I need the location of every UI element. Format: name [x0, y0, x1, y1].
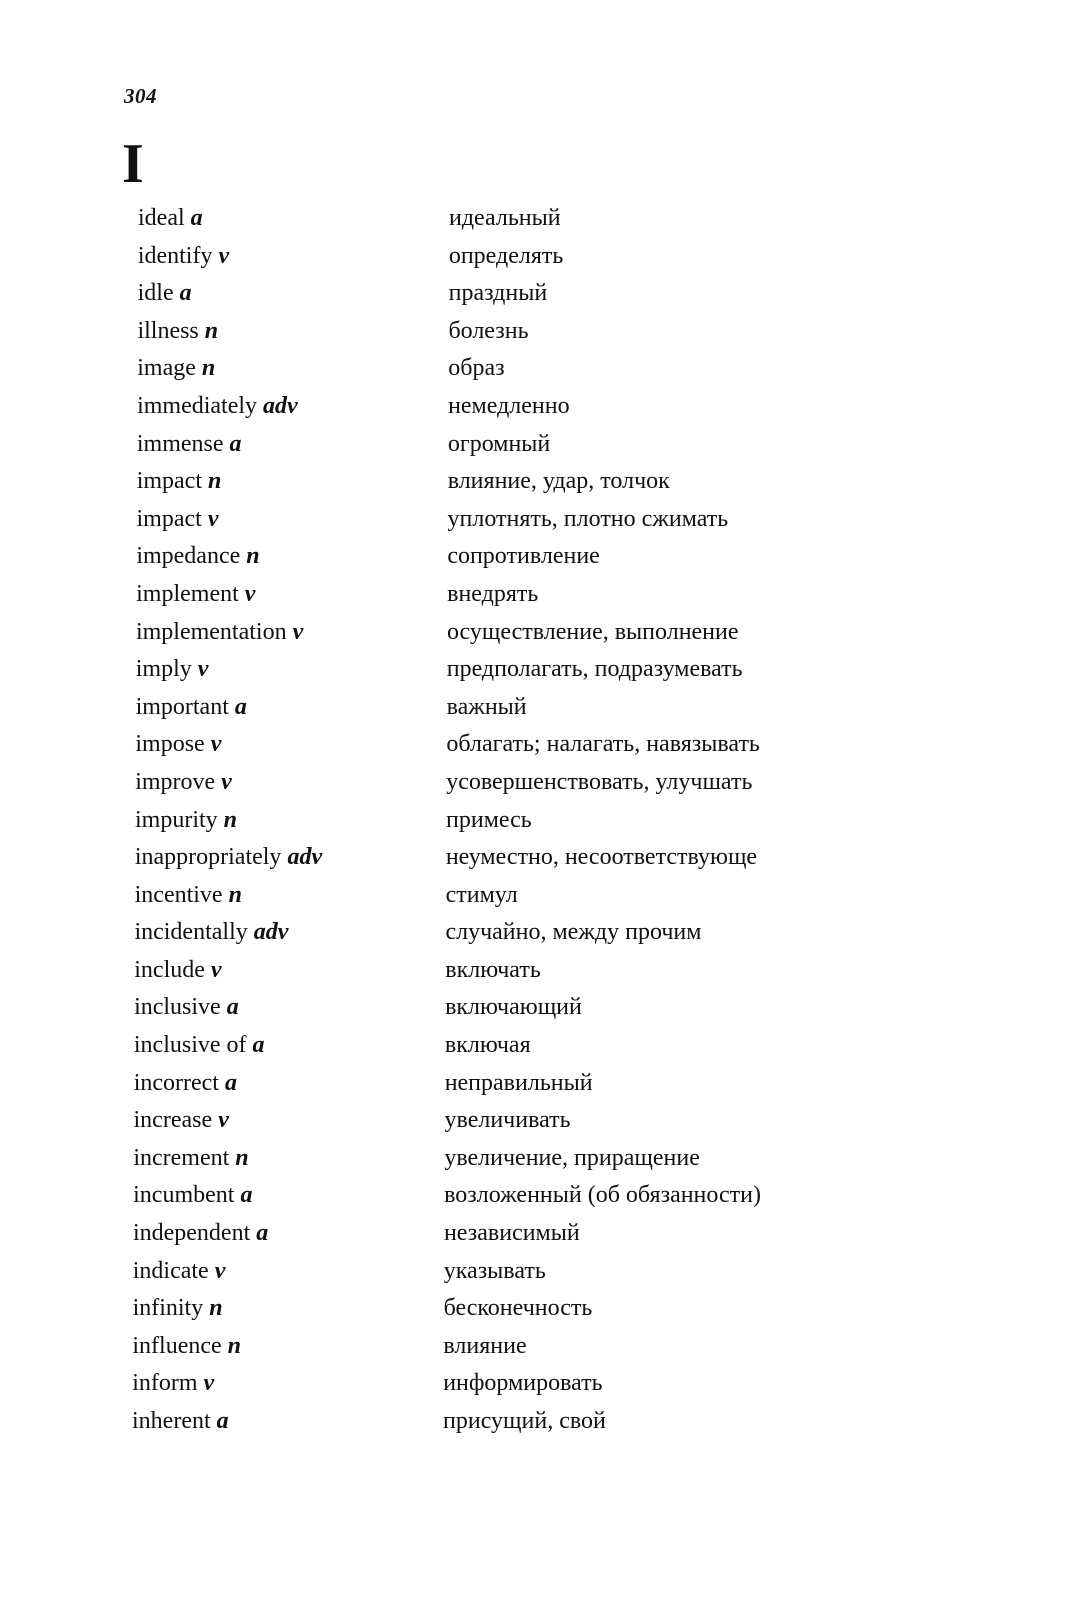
headword	[138, 275, 192, 313]
headword	[134, 1027, 265, 1065]
part-of-speech: a	[234, 693, 247, 720]
english-term: incentive	[134, 881, 223, 908]
glossary-entry	[0, 426, 1090, 464]
russian-translation: определять	[448, 242, 564, 269]
glossary-entry	[0, 764, 1090, 802]
english-term: impurity	[135, 806, 218, 833]
glossary-entry	[0, 952, 1090, 990]
english-term: influence	[132, 1332, 222, 1359]
glossary-entry	[0, 839, 1090, 877]
part-of-speech: v	[221, 768, 232, 795]
part-of-speech: a	[179, 280, 192, 307]
russian-translation: идеальный	[449, 205, 561, 231]
headword	[137, 388, 298, 426]
russian-translation: облагать; налагать, навязывать	[446, 731, 760, 758]
headword	[133, 1290, 223, 1328]
headword	[133, 1215, 268, 1253]
glossary-entry	[0, 576, 1090, 614]
headword	[134, 1065, 237, 1103]
glossary-entry	[0, 689, 1090, 727]
glossary-entry	[0, 1328, 1090, 1366]
glossary-entry	[0, 914, 1090, 952]
glossary-entry	[0, 238, 1090, 276]
headword	[134, 952, 221, 990]
russian-translation: усовершенствовать, улучшать	[446, 768, 753, 795]
russian-translation: болезнь	[448, 317, 529, 344]
part-of-speech: n	[209, 1295, 223, 1322]
glossary-entry	[0, 350, 1090, 388]
russian-translation: влияние	[443, 1332, 527, 1359]
english-term: increment	[133, 1144, 230, 1171]
russian-translation: стимул	[445, 881, 518, 908]
part-of-speech: n	[204, 317, 219, 344]
part-of-speech: v	[210, 956, 222, 983]
part-of-speech: v	[292, 618, 304, 645]
russian-translation: информировать	[443, 1370, 603, 1397]
russian-translation: важный	[446, 693, 527, 720]
headword	[136, 538, 259, 576]
headword	[137, 313, 218, 351]
english-term: illness	[137, 317, 199, 344]
glossary-entry	[0, 275, 1090, 313]
part-of-speech: a	[229, 430, 242, 457]
russian-translation: немедленно	[448, 392, 570, 419]
english-term: incumbent	[133, 1182, 235, 1209]
part-of-speech: v	[218, 1107, 229, 1134]
english-term: immense	[136, 430, 224, 457]
part-of-speech: adv	[287, 844, 323, 871]
glossary-entry	[0, 802, 1090, 840]
english-term: improve	[135, 768, 216, 795]
english-term: inform	[132, 1370, 198, 1397]
english-term: include	[134, 956, 205, 983]
part-of-speech: a	[224, 1069, 237, 1096]
english-term: impose	[135, 731, 205, 758]
part-of-speech: a	[226, 994, 239, 1021]
section-letter-heading: I	[122, 133, 144, 195]
english-term: independent	[132, 1220, 251, 1247]
glossary-entry	[0, 1290, 1090, 1328]
part-of-speech: v	[210, 731, 222, 758]
english-term: identify	[137, 242, 213, 269]
english-term: ideal	[138, 205, 185, 231]
glossary-entry	[0, 1177, 1090, 1215]
glossary-entry	[0, 1102, 1090, 1140]
headword	[135, 764, 232, 802]
page-number: 304	[124, 84, 157, 108]
glossary-entry	[0, 1140, 1090, 1178]
russian-translation: включая	[444, 1032, 531, 1059]
english-term: infinity	[132, 1295, 204, 1322]
russian-translation: уплотнять, плотно сжимать	[447, 505, 729, 532]
headword	[137, 350, 215, 388]
part-of-speech: a	[190, 205, 203, 231]
part-of-speech: n	[227, 1332, 242, 1359]
headword	[137, 501, 219, 539]
russian-translation: независимый	[443, 1220, 580, 1247]
english-term: increase	[133, 1107, 213, 1134]
russian-translation: влияние, удар, толчок	[447, 468, 670, 495]
glossary-entry	[0, 388, 1090, 426]
russian-translation: внедрять	[447, 580, 539, 607]
russian-translation: включающий	[445, 994, 582, 1021]
part-of-speech: n	[235, 1144, 249, 1171]
russian-translation: увеличение, приращение	[444, 1144, 700, 1171]
english-term: inclusive of	[133, 1032, 247, 1059]
part-of-speech: adv	[263, 392, 298, 419]
headword	[133, 1140, 248, 1178]
headword	[132, 1365, 214, 1403]
part-of-speech: a	[256, 1220, 269, 1247]
headword	[135, 877, 242, 915]
glossary-entry	[0, 313, 1090, 351]
russian-translation: возложенный (об обязанности)	[444, 1182, 761, 1209]
headword	[136, 651, 209, 689]
headword	[135, 839, 322, 877]
glossary-entry	[0, 1365, 1090, 1403]
headword	[136, 614, 303, 652]
headword	[132, 1403, 229, 1441]
english-term: incorrect	[133, 1069, 219, 1096]
part-of-speech: v	[197, 656, 209, 683]
english-term: impedance	[136, 543, 241, 570]
russian-translation: огромный	[447, 430, 551, 457]
english-term: image	[137, 355, 196, 382]
headword	[135, 802, 237, 840]
russian-translation: неправильный	[444, 1069, 593, 1096]
part-of-speech: a	[252, 1032, 265, 1059]
headword	[137, 463, 222, 501]
part-of-speech: n	[246, 543, 260, 570]
headword	[138, 200, 203, 238]
glossary-entry	[0, 651, 1090, 689]
english-term: incidentally	[134, 919, 248, 946]
part-of-speech: v	[218, 242, 230, 269]
headword	[133, 1253, 226, 1291]
headword	[134, 989, 239, 1027]
part-of-speech: n	[208, 468, 222, 495]
russian-translation: увеличивать	[444, 1107, 571, 1134]
headword	[132, 1328, 241, 1366]
english-term: impact	[136, 468, 202, 495]
glossary-entry	[0, 1253, 1090, 1291]
headword	[137, 426, 242, 464]
part-of-speech: a	[240, 1182, 253, 1209]
russian-translation: бесконечность	[443, 1295, 593, 1322]
glossary-entry	[0, 1215, 1090, 1253]
english-term: important	[135, 693, 229, 720]
russian-translation: образ	[448, 355, 505, 382]
russian-translation: предполагать, подразумевать	[446, 656, 743, 683]
english-term: implementation	[135, 618, 287, 645]
russian-translation: случайно, между прочим	[445, 919, 702, 946]
english-term: inappropriately	[134, 844, 282, 871]
glossary-entry	[0, 614, 1090, 652]
glossary-list	[0, 200, 1090, 1441]
part-of-speech: v	[244, 580, 256, 607]
part-of-speech: v	[203, 1370, 215, 1397]
russian-translation: неуместно, несоответствующе	[445, 844, 758, 871]
glossary-entry	[0, 989, 1090, 1027]
russian-translation: указывать	[443, 1257, 546, 1284]
headword	[134, 1102, 229, 1140]
glossary-entry	[0, 1065, 1090, 1103]
russian-translation: праздный	[448, 280, 548, 307]
part-of-speech: n	[201, 355, 216, 382]
part-of-speech: adv	[253, 919, 289, 946]
english-term: idle	[137, 280, 174, 307]
headword	[135, 726, 221, 764]
english-term: inclusive	[134, 994, 221, 1021]
part-of-speech: a	[216, 1408, 229, 1434]
part-of-speech: v	[214, 1257, 226, 1284]
english-term: impact	[136, 505, 202, 532]
glossary-entry	[0, 538, 1090, 576]
headword	[136, 576, 255, 614]
english-term: imply	[135, 656, 192, 683]
russian-translation: включать	[445, 956, 541, 983]
english-term: immediately	[137, 392, 258, 419]
russian-translation: сопротивление	[447, 543, 600, 570]
part-of-speech: n	[228, 881, 242, 908]
headword	[134, 914, 288, 952]
glossary-entry	[0, 200, 1090, 238]
glossary-entry	[0, 501, 1090, 539]
glossary-entry	[0, 1403, 1090, 1441]
part-of-speech: n	[223, 806, 238, 833]
russian-translation: примесь	[446, 806, 532, 833]
glossary-entry	[0, 463, 1090, 501]
russian-translation: осуществление, выполнение	[446, 618, 739, 645]
english-term: inherent	[132, 1408, 211, 1434]
headword	[138, 238, 229, 276]
english-term: indicate	[132, 1257, 209, 1284]
glossary-entry	[0, 877, 1090, 915]
part-of-speech: v	[207, 505, 219, 532]
headword	[133, 1177, 252, 1215]
english-term: implement	[136, 580, 239, 607]
headword	[136, 689, 247, 727]
glossary-entry	[0, 726, 1090, 764]
russian-translation: присущий, свой	[443, 1408, 606, 1434]
glossary-entry	[0, 1027, 1090, 1065]
